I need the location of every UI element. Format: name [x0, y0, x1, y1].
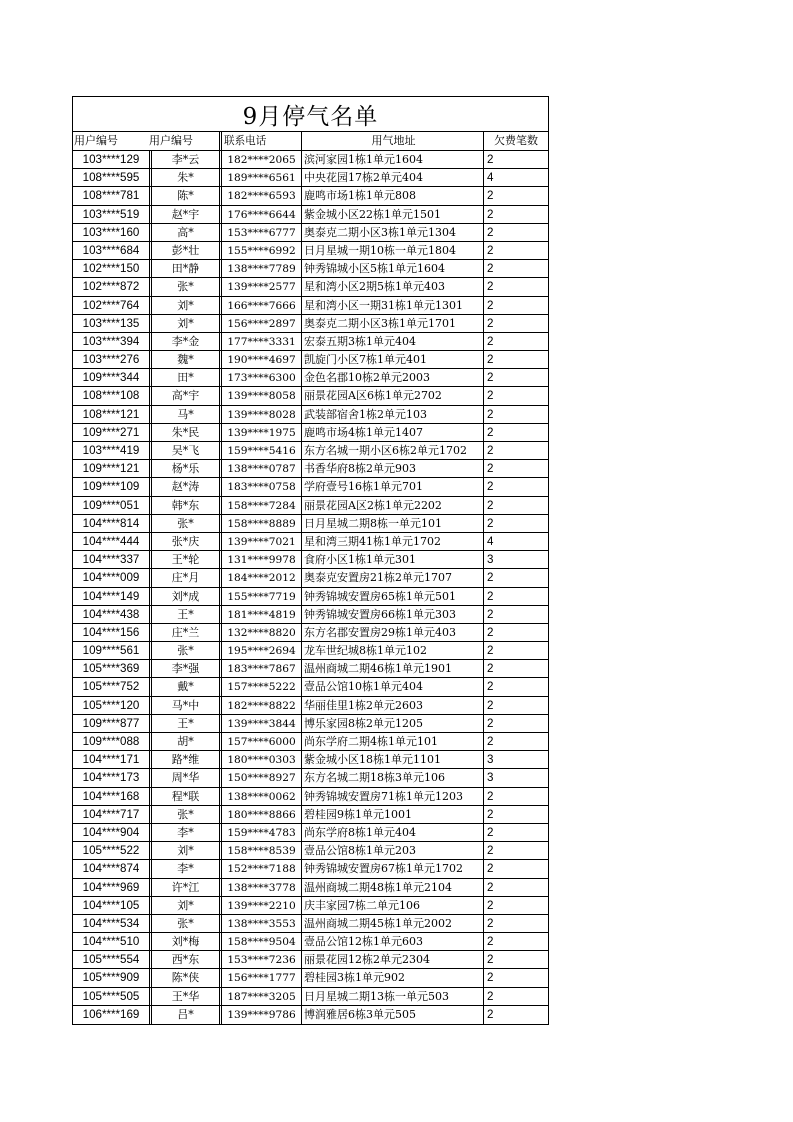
- user-name-cell: 高*: [149, 224, 219, 241]
- address-cell: 食府小区1栋1单元301: [301, 551, 483, 568]
- arrears-count-cell: 2: [483, 478, 548, 495]
- user-name-cell: 张*: [149, 806, 219, 823]
- address-cell: 武装部宿舍1栋2单元103: [301, 406, 483, 423]
- arrears-count-cell: 2: [483, 224, 548, 241]
- table-row: [73, 297, 548, 315]
- address-cell: 钟秀锦城安置房71栋1单元1203: [301, 788, 483, 805]
- table-row: [73, 660, 548, 678]
- arrears-count-cell: 2: [483, 915, 548, 932]
- phone-cell: 182****6593: [219, 187, 301, 204]
- phone-cell: 155****6992: [219, 242, 301, 259]
- phone-cell: 159****5416: [219, 442, 301, 459]
- phone-cell: 138****0062: [219, 788, 301, 805]
- address-cell: 日月星城一期10栋一单元1804: [301, 242, 483, 259]
- phone-cell: 139****8058: [219, 387, 301, 404]
- user-name-cell: 杨*乐: [149, 460, 219, 477]
- address-cell: 尚东学府二期4栋1单元101: [301, 733, 483, 750]
- table-row: [73, 497, 548, 515]
- address-cell: 博润雅居6栋3单元505: [301, 1006, 483, 1024]
- user-id-cell: 105****522: [82, 844, 140, 858]
- table-row: [73, 442, 548, 460]
- table-row: [73, 406, 548, 424]
- phone-cell: 157****5222: [219, 678, 301, 695]
- address-cell: 鹿鸣市场1栋1单元808: [301, 187, 483, 204]
- address-cell: 日月星城二期13栋一单元503: [301, 988, 483, 1005]
- user-name-cell: 张*: [149, 278, 219, 295]
- address-cell: 紫金城小区22栋1单元1501: [301, 206, 483, 223]
- address-cell: 奥泰克安置房21栋2单元1707: [301, 569, 483, 586]
- user-name-cell: 高*宇: [149, 387, 219, 404]
- table-row: [73, 151, 548, 169]
- address-cell: 龙车世纪城8栋1单元102: [301, 642, 483, 659]
- phone-cell: 189****6561: [219, 169, 301, 186]
- address-cell: 温州商城二期45栋1单元2002: [301, 915, 483, 932]
- user-name-cell: 吕*: [149, 1006, 219, 1024]
- user-name-cell: 刘*成: [149, 588, 219, 605]
- user-id-cell: 108****595: [82, 171, 140, 185]
- user-name-cell: 田*静: [149, 260, 219, 277]
- user-id-cell: 104****438: [82, 607, 140, 621]
- table-row: [73, 515, 548, 533]
- user-id-cell: 104****149: [82, 589, 140, 603]
- phone-cell: 182****2065: [219, 151, 301, 168]
- arrears-count-cell: 2: [483, 951, 548, 968]
- table-row: [73, 460, 548, 478]
- address-cell: 书香华府8栋2单元903: [301, 460, 483, 477]
- arrears-count-cell: 2: [483, 406, 548, 423]
- user-id-cell: 104****814: [82, 516, 140, 530]
- user-id-cell: 108****108: [82, 389, 140, 403]
- arrears-count-cell: 2: [483, 824, 548, 841]
- user-name-cell: 刘*: [149, 315, 219, 332]
- user-name-cell: 李*云: [149, 151, 219, 168]
- user-id-cell: 108****781: [82, 189, 140, 203]
- user-id-cell: 106****169: [82, 1007, 140, 1021]
- phone-cell: 150****8927: [219, 769, 301, 786]
- table-row: [73, 715, 548, 733]
- table-row: [73, 697, 548, 715]
- arrears-count-cell: 2: [483, 624, 548, 641]
- table-row: [73, 569, 548, 587]
- arrears-count-cell: 4: [483, 169, 548, 186]
- address-cell: 中央花园17栋2单元404: [301, 169, 483, 186]
- user-id-cell: 103****129: [82, 153, 140, 166]
- table-row: [73, 478, 548, 496]
- address-cell: 壹品公馆12栋1单元603: [301, 933, 483, 950]
- user-id-cell: 104****969: [82, 880, 140, 894]
- phone-cell: 152****7188: [219, 860, 301, 877]
- user-name-cell: 张*: [149, 642, 219, 659]
- phone-cell: 183****0758: [219, 478, 301, 495]
- user-name-cell: 庄*兰: [149, 624, 219, 641]
- phone-cell: 158****8889: [219, 515, 301, 532]
- user-id-cell: 103****684: [82, 243, 140, 257]
- address-cell: 钟秀锦城安置房66栋1单元303: [301, 606, 483, 623]
- table-row: [73, 533, 548, 551]
- user-name-cell: 吴*飞: [149, 442, 219, 459]
- user-name-cell: 韩*东: [149, 497, 219, 514]
- user-name-cell: 西*东: [149, 951, 219, 968]
- table-row: [73, 424, 548, 442]
- phone-cell: 138****7789: [219, 260, 301, 277]
- address-cell: 奥泰克二期小区3栋1单元1701: [301, 315, 483, 332]
- phone-cell: 195****2694: [219, 642, 301, 659]
- arrears-count-cell: 2: [483, 515, 548, 532]
- arrears-count-cell: 2: [483, 897, 548, 914]
- arrears-count-cell: 2: [483, 715, 548, 732]
- user-name-cell: 朱*民: [149, 424, 219, 441]
- phone-cell: 158****9504: [219, 933, 301, 950]
- arrears-count-cell: 2: [483, 733, 548, 750]
- arrears-count-cell: 2: [483, 442, 548, 459]
- header-address: 用气地址: [301, 132, 483, 150]
- table-row: [73, 369, 548, 387]
- phone-cell: 131****9978: [219, 551, 301, 568]
- arrears-count-cell: 3: [483, 751, 548, 768]
- user-id-cell: 104****171: [82, 753, 140, 767]
- phone-cell: 139****2577: [219, 278, 301, 295]
- user-id-cell: 104****168: [82, 789, 140, 803]
- phone-cell: 181****4819: [219, 606, 301, 623]
- address-cell: 华丽佳里1栋2单元2603: [301, 697, 483, 714]
- user-name-cell: 张*: [149, 915, 219, 932]
- arrears-count-cell: 2: [483, 1006, 548, 1024]
- phone-cell: 132****8820: [219, 624, 301, 641]
- table-row: [73, 933, 548, 951]
- table-row: [73, 333, 548, 351]
- user-id-cell: 108****121: [82, 407, 140, 421]
- user-id-cell: 102****150: [82, 262, 140, 276]
- table-row: [73, 169, 548, 187]
- user-id-cell: 104****337: [82, 553, 140, 567]
- user-name-cell: 王*: [149, 715, 219, 732]
- user-id-cell: 109****271: [82, 425, 140, 439]
- arrears-count-cell: 2: [483, 206, 548, 223]
- sheet-title: 9月停气名单: [73, 97, 548, 132]
- user-name-cell: 李*金: [149, 333, 219, 350]
- phone-cell: 139****9786: [219, 1006, 301, 1024]
- user-name-cell: 马*: [149, 406, 219, 423]
- table-body: [73, 151, 548, 1024]
- user-name-cell: 周*华: [149, 769, 219, 786]
- phone-cell: 156****2897: [219, 315, 301, 332]
- user-id-cell: 104****173: [82, 771, 140, 785]
- table-row: [73, 824, 548, 842]
- arrears-count-cell: 2: [483, 678, 548, 695]
- user-name-cell: 彭*壮: [149, 242, 219, 259]
- phone-cell: 139****8028: [219, 406, 301, 423]
- address-cell: 壹品公馆10栋1单元404: [301, 678, 483, 695]
- table-row: [73, 806, 548, 824]
- arrears-count-cell: 2: [483, 969, 548, 986]
- phone-cell: 180****8866: [219, 806, 301, 823]
- phone-cell: 177****3331: [219, 333, 301, 350]
- address-cell: 宏泰五期3栋1单元404: [301, 333, 483, 350]
- table-row: [73, 551, 548, 569]
- user-name-cell: 许*江: [149, 879, 219, 896]
- phone-cell: 138****0787: [219, 460, 301, 477]
- arrears-count-cell: 2: [483, 497, 548, 514]
- user-name-cell: 程*联: [149, 788, 219, 805]
- user-id-cell: 105****752: [82, 680, 140, 694]
- user-name-cell: 路*维: [149, 751, 219, 768]
- table-row: [73, 860, 548, 878]
- user-id-cell: 104****904: [82, 825, 140, 839]
- table-row: [73, 588, 548, 606]
- arrears-count-cell: 2: [483, 606, 548, 623]
- user-id-cell: 104****717: [82, 807, 140, 821]
- arrears-count-cell: 2: [483, 642, 548, 659]
- arrears-count-cell: 2: [483, 351, 548, 368]
- user-name-cell: 李*强: [149, 660, 219, 677]
- arrears-count-cell: 2: [483, 806, 548, 823]
- phone-cell: 157****6000: [219, 733, 301, 750]
- user-id-cell: 103****276: [82, 353, 140, 367]
- arrears-count-cell: 2: [483, 387, 548, 404]
- address-cell: 东方名城二期18栋3单元106: [301, 769, 483, 786]
- arrears-count-cell: 2: [483, 988, 548, 1005]
- arrears-count-cell: 2: [483, 315, 548, 332]
- arrears-count-cell: 2: [483, 151, 548, 168]
- phone-cell: 138****3553: [219, 915, 301, 932]
- user-name-cell: 戴*: [149, 678, 219, 695]
- arrears-count-cell: 2: [483, 842, 548, 859]
- phone-cell: 190****4697: [219, 351, 301, 368]
- user-name-cell: 刘*梅: [149, 933, 219, 950]
- user-name-cell: 王*华: [149, 988, 219, 1005]
- arrears-count-cell: 2: [483, 879, 548, 896]
- address-cell: 钟秀锦城安置房65栋1单元501: [301, 588, 483, 605]
- table-row: [73, 969, 548, 987]
- arrears-count-cell: 2: [483, 369, 548, 386]
- address-cell: 丽景花园A区2栋1单元2202: [301, 497, 483, 514]
- user-name-cell: 张*庆: [149, 533, 219, 550]
- address-cell: 奥泰克二期小区3栋1单元1304: [301, 224, 483, 241]
- table-row: [73, 733, 548, 751]
- user-name-cell: 刘*: [149, 842, 219, 859]
- phone-cell: 156****1777: [219, 969, 301, 986]
- table-row: [73, 751, 548, 769]
- phone-cell: 173****6300: [219, 369, 301, 386]
- user-id-cell: 109****051: [82, 498, 140, 512]
- header-user-name: 用户编号: [149, 134, 193, 147]
- user-name-cell: 王*轮: [149, 551, 219, 568]
- phone-cell: 176****6644: [219, 206, 301, 223]
- arrears-count-cell: 2: [483, 569, 548, 586]
- user-name-cell: 赵*涛: [149, 478, 219, 495]
- phone-cell: 159****4783: [219, 824, 301, 841]
- user-id-cell: 109****561: [82, 644, 140, 658]
- arrears-count-cell: 2: [483, 588, 548, 605]
- address-cell: 凯旋门小区7栋1单元401: [301, 351, 483, 368]
- address-cell: 丽景花园12栋2单元2304: [301, 951, 483, 968]
- user-id-cell: 105****120: [82, 698, 140, 712]
- arrears-count-cell: 2: [483, 788, 548, 805]
- user-id-cell: 104****534: [82, 916, 140, 930]
- arrears-count-cell: 3: [483, 769, 548, 786]
- user-id-cell: 105****369: [82, 662, 140, 676]
- address-cell: 东方名郡安置房29栋1单元403: [301, 624, 483, 641]
- table-row: [73, 678, 548, 696]
- user-name-cell: 胡*: [149, 733, 219, 750]
- user-name-cell: 田*: [149, 369, 219, 386]
- address-cell: 壹品公馆8栋1单元203: [301, 842, 483, 859]
- table-row: [73, 260, 548, 278]
- table-row: [73, 1006, 548, 1024]
- user-name-cell: 李*: [149, 824, 219, 841]
- user-id-cell: 105****909: [82, 971, 140, 985]
- phone-cell: 184****2012: [219, 569, 301, 586]
- user-name-cell: 张*: [149, 515, 219, 532]
- user-id-cell: 103****419: [82, 444, 140, 457]
- user-id-cell: 103****519: [82, 207, 140, 221]
- user-name-cell: 庄*月: [149, 569, 219, 586]
- table-row: [73, 387, 548, 405]
- address-cell: 星和湾小区2期5栋1单元403: [301, 278, 483, 295]
- arrears-count-cell: 2: [483, 242, 548, 259]
- user-name-cell: 李*: [149, 860, 219, 877]
- arrears-count-cell: 2: [483, 278, 548, 295]
- user-id-cell: 109****344: [82, 371, 140, 385]
- user-id-cell: 104****105: [82, 898, 140, 912]
- user-id-cell: 103****160: [82, 225, 140, 239]
- address-cell: 碧桂园3栋1单元902: [301, 969, 483, 986]
- table-row: [73, 242, 548, 260]
- address-cell: 钟秀锦城小区5栋1单元1604: [301, 260, 483, 277]
- phone-cell: 158****7284: [219, 497, 301, 514]
- address-cell: 尚东学府8栋1单元404: [301, 824, 483, 841]
- table-row: [73, 278, 548, 296]
- phone-cell: 139****3844: [219, 715, 301, 732]
- user-id-cell: 109****109: [82, 480, 140, 494]
- address-cell: 金色名郡10栋2单元2003: [301, 369, 483, 386]
- user-id-cell: 104****009: [82, 571, 140, 585]
- arrears-count-cell: 2: [483, 460, 548, 477]
- phone-cell: 155****7719: [219, 588, 301, 605]
- address-cell: 日月星城二期8栋一单元101: [301, 515, 483, 532]
- user-name-cell: 赵*宇: [149, 206, 219, 223]
- table-row: [73, 315, 548, 333]
- address-cell: 学府壹号16栋1单元701: [301, 478, 483, 495]
- phone-cell: 166****7666: [219, 297, 301, 314]
- user-id-cell: 109****088: [82, 735, 140, 748]
- user-name-cell: 朱*: [149, 169, 219, 186]
- user-name-cell: 陈*: [149, 187, 219, 204]
- user-id-cell: 109****121: [82, 462, 140, 476]
- arrears-count-cell: 2: [483, 697, 548, 714]
- user-id-cell: 109****877: [82, 716, 140, 730]
- user-name-cell: 刘*: [149, 297, 219, 314]
- table-row: [73, 224, 548, 242]
- phone-cell: 153****6777: [219, 224, 301, 241]
- arrears-count-cell: 2: [483, 660, 548, 677]
- address-cell: 庆丰家园7栋二单元106: [301, 897, 483, 914]
- arrears-count-cell: 2: [483, 933, 548, 950]
- address-cell: 温州商城二期46栋1单元1901: [301, 660, 483, 677]
- phone-cell: 182****8822: [219, 697, 301, 714]
- phone-cell: 158****8539: [219, 842, 301, 859]
- arrears-count-cell: 2: [483, 260, 548, 277]
- address-cell: 丽景花园A区6栋1单元2702: [301, 387, 483, 404]
- address-cell: 东方名城一期小区6栋2单元1702: [301, 442, 483, 459]
- user-id-cell: 104****874: [82, 862, 140, 876]
- user-id-cell: 103****135: [82, 316, 140, 330]
- phone-cell: 153****7236: [219, 951, 301, 968]
- arrears-count-cell: 2: [483, 860, 548, 877]
- table-row: [73, 624, 548, 642]
- address-cell: 碧桂园9栋1单元1001: [301, 806, 483, 823]
- user-name-cell: 马*中: [149, 697, 219, 714]
- user-id-cell: 102****764: [82, 298, 140, 312]
- gas-cutoff-list-table: [72, 96, 549, 1025]
- address-cell: 星和湾小区一期31栋1单元1301: [301, 297, 483, 314]
- address-cell: 紫金城小区18栋1单元1101: [301, 751, 483, 768]
- user-id-cell: 102****872: [82, 280, 140, 294]
- phone-cell: 139****7021: [219, 533, 301, 550]
- table-row: [73, 915, 548, 933]
- table-row: [73, 897, 548, 915]
- table-row: [73, 788, 548, 806]
- arrears-count-cell: 2: [483, 424, 548, 441]
- address-cell: 鹿鸣市场4栋1单元1407: [301, 424, 483, 441]
- address-cell: 滨河家园1栋1单元1604: [301, 151, 483, 168]
- address-cell: 博乐家园8栋2单元1205: [301, 715, 483, 732]
- phone-cell: 138****3778: [219, 879, 301, 896]
- header-phone: 联系电话: [219, 132, 301, 150]
- table-row: [73, 606, 548, 624]
- table-row: [73, 951, 548, 969]
- user-id-cell: 105****505: [82, 989, 140, 1003]
- phone-cell: 139****2210: [219, 897, 301, 914]
- table-row: [73, 842, 548, 860]
- user-name-cell: 刘*: [149, 897, 219, 914]
- user-id-cell: 105****554: [82, 953, 140, 967]
- header-arrears-count: 欠费笔数: [483, 132, 548, 150]
- phone-cell: 139****1975: [219, 424, 301, 441]
- arrears-count-cell: 4: [483, 533, 548, 550]
- header-row: [73, 132, 548, 151]
- phone-cell: 180****0303: [219, 751, 301, 768]
- user-name-cell: 陈*侠: [149, 969, 219, 986]
- arrears-count-cell: 2: [483, 187, 548, 204]
- table-row: [73, 206, 548, 224]
- address-cell: 温州商城二期48栋1单元2104: [301, 879, 483, 896]
- table-row: [73, 351, 548, 369]
- table-row: [73, 642, 548, 660]
- arrears-count-cell: 2: [483, 297, 548, 314]
- address-cell: 钟秀锦城安置房67栋1单元1702: [301, 860, 483, 877]
- phone-cell: 187****3205: [219, 988, 301, 1005]
- user-name-cell: 魏*: [149, 351, 219, 368]
- table-row: [73, 988, 548, 1006]
- user-id-cell: 104****510: [82, 935, 140, 949]
- user-name-cell: 王*: [149, 606, 219, 623]
- arrears-count-cell: 3: [483, 551, 548, 568]
- phone-cell: 183****7867: [219, 660, 301, 677]
- table-row: [73, 879, 548, 897]
- arrears-count-cell: 2: [483, 333, 548, 350]
- address-cell: 星和湾三期41栋1单元1702: [301, 533, 483, 550]
- table-row: [73, 187, 548, 205]
- user-id-cell: 104****156: [82, 625, 140, 639]
- table-row: [73, 769, 548, 787]
- user-id-cell: 103****394: [82, 334, 140, 348]
- header-user-id: 用户编号: [74, 134, 118, 147]
- user-id-cell: 104****444: [82, 534, 140, 548]
